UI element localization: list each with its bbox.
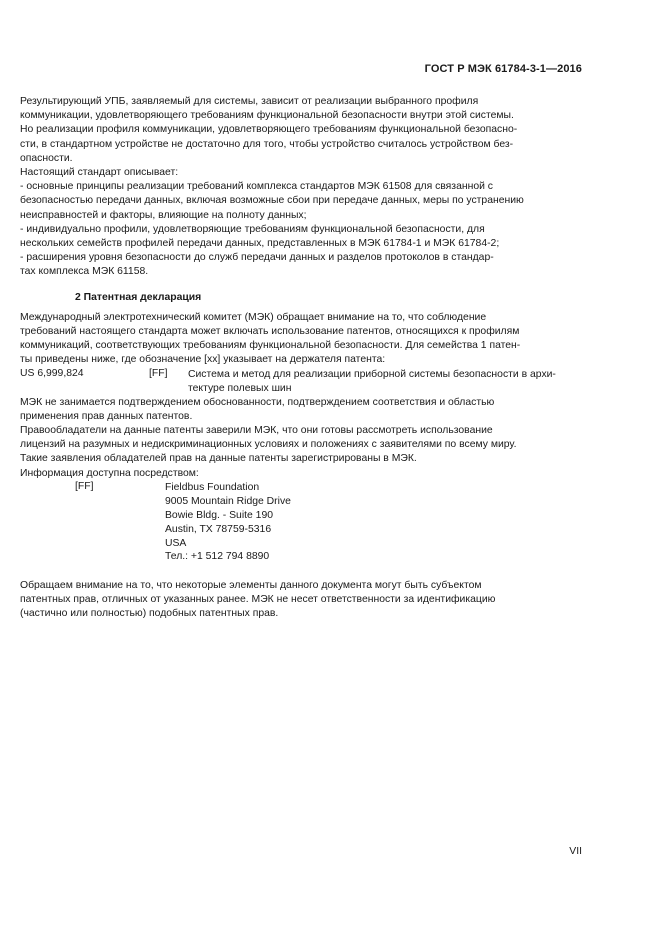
text-line: требований настоящего стандарта может включать использование патентов, относящихся к профилям bbox=[20, 326, 520, 338]
text-line: патентных прав, отличных от указанных ранее. МЭК не несет ответственности за идентификацию bbox=[20, 594, 496, 606]
section-title: 2 Патентная декларация bbox=[75, 291, 202, 303]
text-line: Такие заявления обладателей прав на данные патенты зарегистрированы в МЭК. bbox=[20, 453, 417, 465]
text-line: Обращаем внимание на то, что некоторые элементы данного документа могут быть субъектом bbox=[20, 579, 482, 591]
text-line: коммуникации, удовлетворяющего требованиям функциональной безопасности внутри этой системы. bbox=[20, 110, 514, 122]
intro-bullet-2 bbox=[20, 223, 583, 251]
intro-bullet-1 bbox=[20, 180, 583, 223]
text-line: сти, в стандартном устройстве не достаточно для того, чтобы устройство считалось устройством без- bbox=[20, 138, 514, 150]
section2-paragraph-2 bbox=[20, 396, 583, 424]
text-line: - основные принципы реализации требований комплекса стандартов МЭК 61508 для связанной с bbox=[20, 181, 493, 193]
patent-holder-tag: [FF] bbox=[149, 367, 168, 379]
section2-paragraph-1 bbox=[20, 311, 583, 368]
intro-paragraph-1 bbox=[20, 95, 583, 166]
text-line: неисправностей и факторы, влияющие на полноту данных; bbox=[20, 209, 307, 221]
text-line: - индивидуально профили, удовлетворяющие требованиям функциональной безопасности, для bbox=[20, 223, 485, 235]
patent-entry bbox=[20, 368, 583, 396]
text-line: нескольких семейств профилей передачи данных, представленных в МЭК 61784-1 и МЭК 61784-2; bbox=[20, 238, 500, 250]
text-line: Правообладатели на данные патенты заверили МЭК, что они готовы рассмотреть использование bbox=[20, 425, 493, 437]
text-line: опасности. bbox=[20, 152, 73, 164]
text-line: применения прав данных патентов. bbox=[20, 410, 193, 422]
address-line: Fieldbus Foundation bbox=[165, 481, 260, 493]
text-line: МЭК не занимается подтверждением обоснованности, подтверждением соответствия и областью bbox=[20, 396, 495, 408]
text-line: коммуникаций, соответствующих требованиям функциональной безопасности. Для семейства 1 патен- bbox=[20, 340, 521, 352]
page-number: VII bbox=[569, 846, 582, 857]
patent-title bbox=[188, 368, 583, 396]
address-line: USA bbox=[165, 537, 187, 549]
text-line: тах комплекса МЭК 61158. bbox=[20, 266, 149, 278]
text-line: Международный электротехнический комитет (МЭК) обращает внимание на то, что соблюдение bbox=[20, 311, 487, 323]
text-line: ты приведены ниже, где обозначение [xx] указывает на держателя патента: bbox=[20, 354, 386, 366]
patent-number: US 6,999,824 bbox=[20, 367, 84, 379]
address-line: 9005 Mountain Ridge Drive bbox=[165, 495, 291, 507]
text-line: Результирующий УПБ, заявляемый для системы, зависит от реализации выбранного профиля bbox=[20, 96, 479, 107]
section2-paragraph-5 bbox=[20, 579, 583, 622]
text-line: лицензий на разумных и недискриминационных условиях и положениях с заявителями по всему миру. bbox=[20, 439, 517, 451]
section2-paragraph-4 bbox=[20, 467, 583, 481]
document-header: ГОСТ Р МЭК 61784-3-1—2016 bbox=[424, 63, 582, 75]
page-content bbox=[20, 95, 583, 621]
text-line: безопасностью передачи данных, включая возможные сбои при передаче данных, меры по устранению bbox=[20, 195, 524, 207]
intro-paragraph-2 bbox=[20, 166, 583, 180]
intro-bullet-3 bbox=[20, 251, 583, 279]
address-line: Тел.: +1 512 794 8890 bbox=[165, 551, 270, 563]
contact-address bbox=[165, 481, 291, 564]
contact-holder-tag: [FF] bbox=[75, 480, 94, 492]
text-line: (частично или полностью) подобных патентных прав. bbox=[20, 608, 279, 620]
text-line: Информация доступна посредством: bbox=[20, 467, 199, 479]
text-line: Система и метод для реализации приборной системы безопасности в архи- bbox=[188, 368, 556, 380]
text-line: Но реализации профиля коммуникации, удовлетворяющего требованиям функциональной безопасно- bbox=[20, 124, 518, 136]
text-line: тектуре полевых шин bbox=[188, 382, 292, 394]
address-line: Austin, TX 78759-5316 bbox=[165, 523, 272, 535]
address-line: Bowie Bldg. - Suite 190 bbox=[165, 509, 274, 521]
text-line: - расширения уровня безопасности до служб передачи данных и разделов протоколов в стандар- bbox=[20, 252, 494, 264]
section2-paragraph-3 bbox=[20, 424, 583, 467]
text-line: Настоящий стандарт описывает: bbox=[20, 167, 179, 179]
contact-block bbox=[20, 481, 583, 579]
